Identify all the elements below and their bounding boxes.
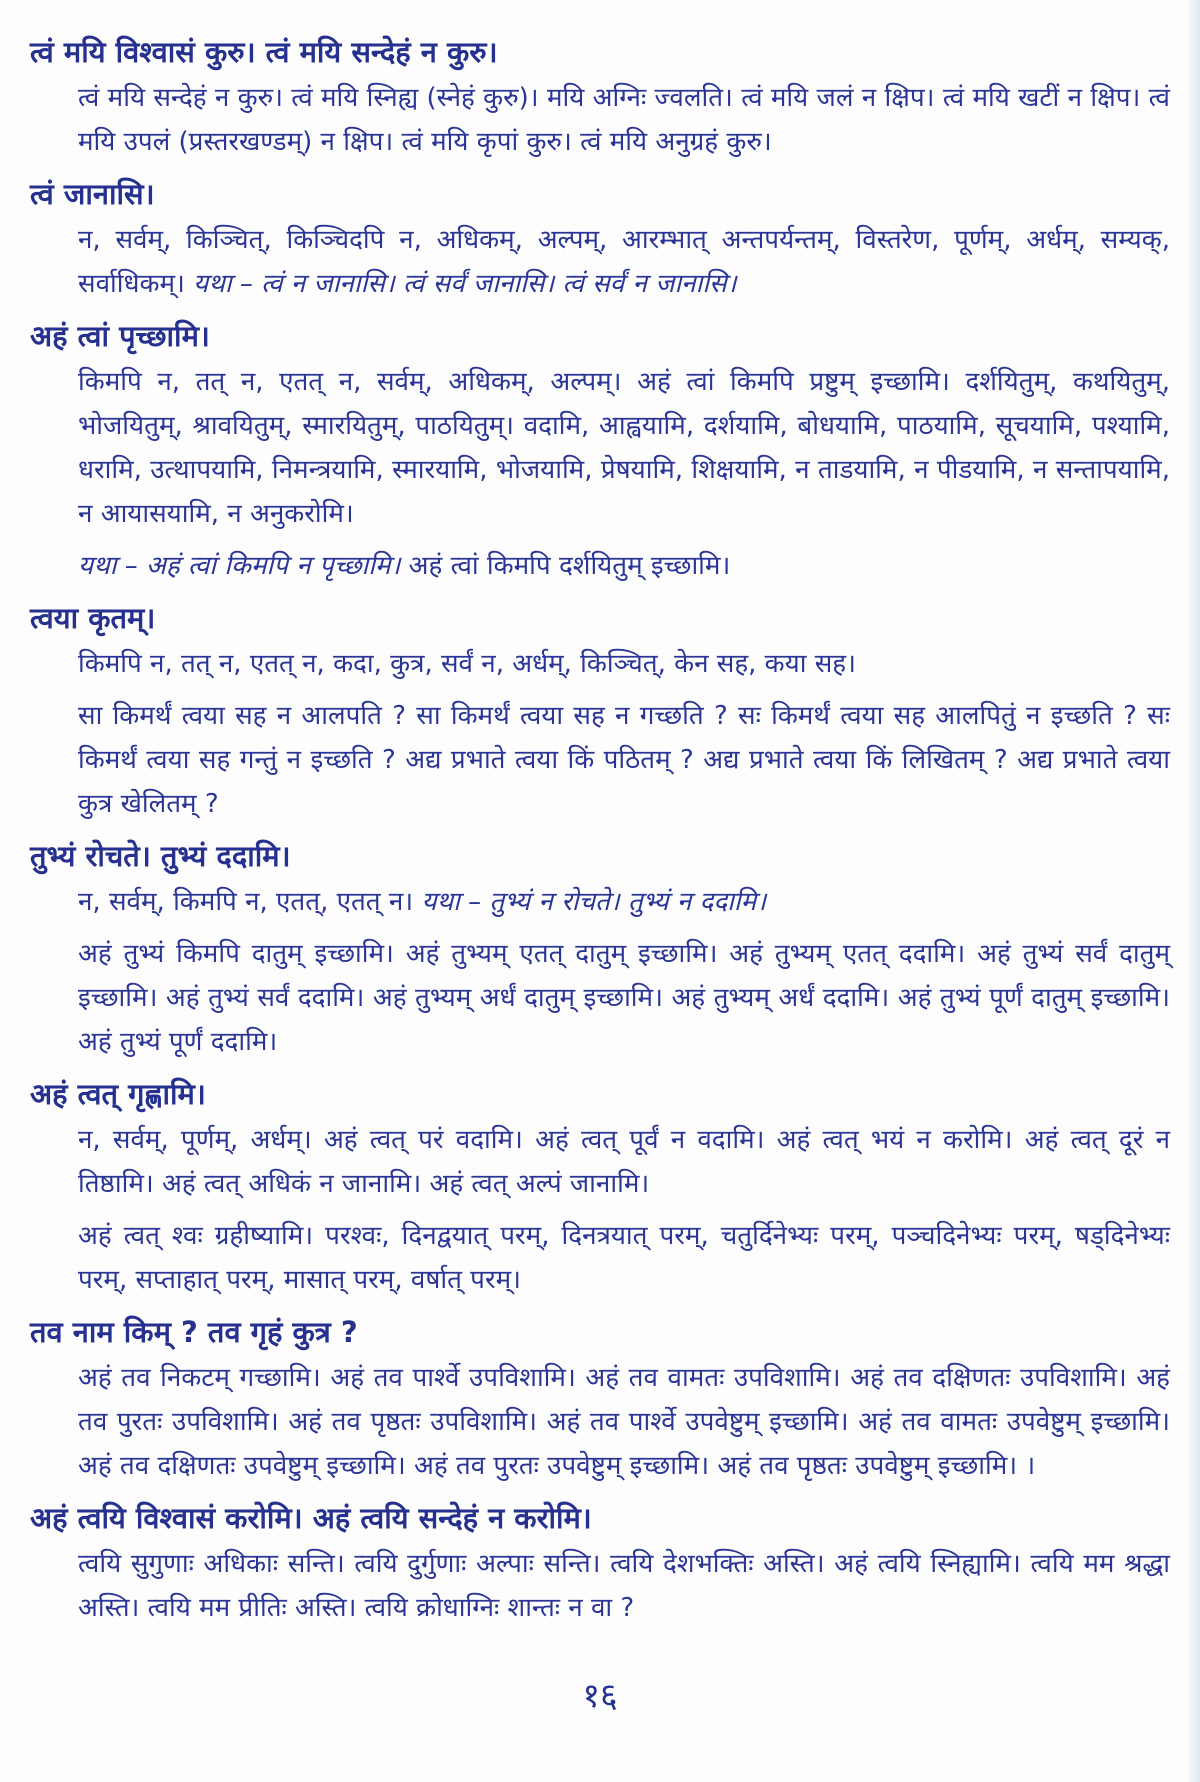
page-content [30, 30, 1170, 1630]
paragraph-text: अहं त्वत् श्वः ग्रहीष्यामि। परश्वः, दिनद्वयात् परम्, दिनत्रयात् परम्, चतुर्दिनेभ्यः परम्, पञ्चदिनेभ्यः परम्, षड्दिनेभ्यः परम्, सप्ताहात् परम्, मासात् परम्, वर्षात् परम्। [78, 1221, 1170, 1295]
section [30, 314, 1170, 588]
paragraph [30, 544, 1170, 588]
paragraph [30, 880, 1170, 924]
paragraph-text: किमपि न, तत् न, एतत् न, सर्वम्, अधिकम्, अल्पम्। अहं त्वां किमपि प्रष्टुम् इच्छामि। दर्शयितुम्, कथयितुम्, भोजयितुम्, श्रावयितुम्, स्मारयितुम्, पाठयितुम्। वदामि, आह्वयामि, दर्शयामि, बोधयामि, पाठयामि, सूचयामि, पश्यामि, धरामि, उत्थापयामि, निमन्त्रयामि, स्मारयामि, भोजयामि, प्रेषयामि, शिक्षयामि, न ताडयामि, न पीडयामि, न सन्तापयामि, न आयासयामि, न अनुकरोमि। [78, 367, 1170, 529]
example-text: यथा – अहं त्वां किमपि न पृच्छामि। [78, 551, 401, 581]
page-edge-shade [1186, 0, 1200, 1782]
paragraph [30, 218, 1170, 306]
section [30, 1072, 1170, 1302]
section [30, 1496, 1170, 1630]
example-text: यथा – तुभ्यं न रोचते। तुभ्यं न ददामि। [421, 887, 767, 917]
section-heading: त्वं मयि विश्वासं कुरु। त्वं मयि सन्देहं न कुरु। [30, 35, 498, 69]
paragraph-text: न, सर्वम्, किमपि न, एतत्, एतत् न। [78, 887, 414, 917]
section-heading: तव नाम किम् ? तव गृहं कुत्र ? [30, 1315, 358, 1349]
section-heading: अहं त्वां पृच्छामि। [30, 319, 210, 353]
paragraph-text: न, सर्वम्, पूर्णम्, अर्धम्। अहं त्वत् परं वदामि। अहं त्वत् पूर्वं न वदामि। अहं त्वत् भयं न करोमि। अहं त्वत् दूरं न तिष्ठामि। अहं त्वत् अधिकं न जानामि। अहं त्वत् अल्पं जानामि। [78, 1125, 1170, 1199]
paragraph-text: किमपि न, तत् न, एतत् न, कदा, कुत्र, सर्वं न, अर्धम्, किञ्चित्, केन सह, कया सह। [78, 649, 856, 679]
section-heading: तुभ्यं रोचते। तुभ्यं ददामि। [30, 839, 291, 873]
paragraph-text: त्वयि सुगुणाः अधिकाः सन्ति। त्वयि दुर्गुणाः अल्पाः सन्ति। त्वयि देशभक्तिः अस्ति। अहं त्वयि स्निह्यामि। त्वयि मम श्रद्धा अस्ति। त्वयि मम प्रीतिः अस्ति। त्वयि क्रोधाग्निः शान्तः न वा ? [78, 1549, 1170, 1623]
paragraph [30, 1118, 1170, 1206]
paragraph [30, 642, 1170, 686]
paragraph-text: त्वं मयि सन्देहं न कुरु। त्वं मयि स्निह्य (स्नेहं कुरु)। मयि अग्निः ज्वलति। त्वं मयि जलं न क्षिप। त्वं मयि खटीं न क्षिप। त्वं मयि उपलं (प्रस्तरखण्डम्) न क्षिप। त्वं मयि कृपां कुरु। त्वं मयि अनुग्रहं कुरु। [78, 83, 1170, 157]
paragraph [30, 1356, 1170, 1488]
paragraph-text: अहं त्वां किमपि दर्शयितुम् इच्छामि। [408, 551, 731, 581]
paragraph-text: अहं तव निकटम् गच्छामि। अहं तव पार्श्वे उपविशामि। अहं तव वामतः उपविशामि। अहं तव दक्षिणतः उपविशामि। अहं तव पुरतः उपविशामि। अहं तव पृष्ठतः उपविशामि। अहं तव पार्श्वे उपवेष्टुम् इच्छामि। अहं तव वामतः उपवेष्टुम् इच्छामि। अहं तव दक्षिणतः उपवेष्टुम् इच्छामि। अहं तव पुरतः उपवेष्टुम् इच्छामि। अहं तव पृष्ठतः उपवेष्टुम् इच्छामि। । [78, 1363, 1170, 1481]
paragraph [30, 360, 1170, 536]
paragraph [30, 932, 1170, 1064]
paragraph [30, 76, 1170, 164]
section [30, 1310, 1170, 1488]
paragraph [30, 1542, 1170, 1630]
paragraph-text: सा किमर्थं त्वया सह न आलपति ? सा किमर्थं त्वया सह न गच्छति ? सः किमर्थं त्वया सह आलपितुं न इच्छति ? सः किमर्थं त्वया सह गन्तुं न इच्छति ? अद्य प्रभाते त्वया किं पठितम् ? अद्य प्रभाते त्वया किं लिखितम् ? अद्य प्रभाते त्वया कुत्र खेलितम् ? [78, 701, 1170, 819]
section [30, 596, 1170, 826]
section [30, 834, 1170, 1064]
paragraph-text: न, सर्वम्, किञ्चित्, किञ्चिदपि न, अधिकम्, अल्पम्, आरम्भात् अन्तपर्यन्तम्, विस्तरेण, पूर्णम्, अर्धम्, सम्यक्, सर्वाधिकम्। [78, 225, 1170, 299]
section [30, 30, 1170, 164]
section-heading: त्वं जानासि। [30, 177, 155, 211]
section-heading: अहं त्वत् गृह्णामि। [30, 1077, 206, 1111]
paragraph [30, 1214, 1170, 1302]
section [30, 172, 1170, 306]
page-number: १६ [582, 1676, 618, 1716]
section-heading: त्वया कृतम्। [30, 601, 156, 635]
paragraph-text: अहं तुभ्यं किमपि दातुम् इच्छामि। अहं तुभ्यम् एतत् दातुम् इच्छामि। अहं तुभ्यम् एतत् ददामि। अहं तुभ्यं सर्वं दातुम् इच्छामि। अहं तुभ्यं सर्वं ददामि। अहं तुभ्यम् अर्धं दातुम् इच्छामि। अहं तुभ्यम् अर्धं ददामि। अहं तुभ्यं पूर्णं दातुम् इच्छामि। अहं तुभ्यं पूर्णं ददामि। [78, 939, 1170, 1057]
example-text: यथा – त्वं न जानासि। त्वं सर्वं जानासि। त्वं सर्वं न जानासि। [193, 269, 737, 299]
section-heading: अहं त्वयि विश्वासं करोमि। अहं त्वयि सन्देहं न करोमि। [30, 1501, 592, 1535]
paragraph [30, 694, 1170, 826]
